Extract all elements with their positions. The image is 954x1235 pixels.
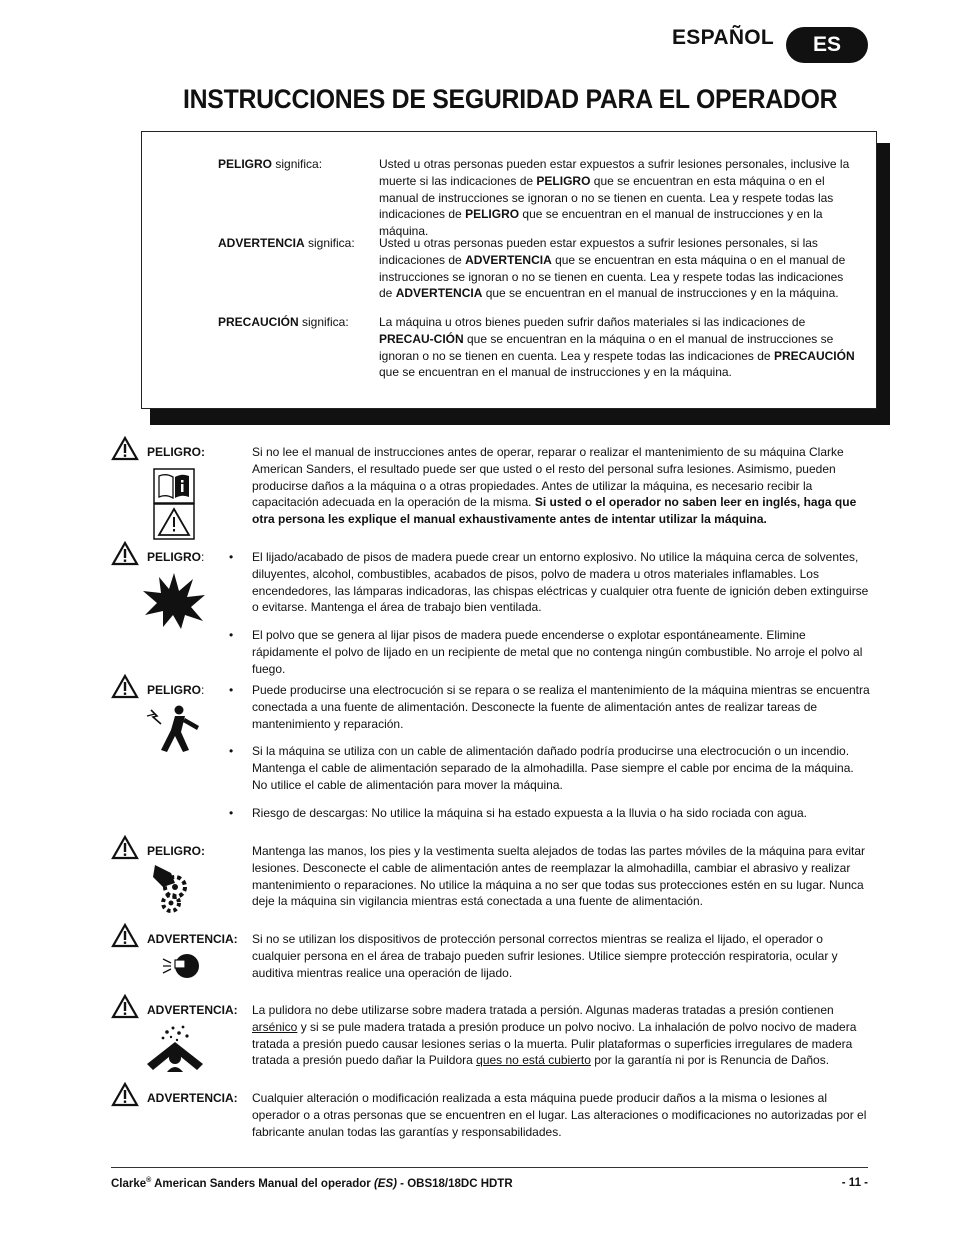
hazard-label: ADVERTENCIA: [147,1091,238,1105]
registered-mark: ® [146,1177,152,1184]
safety-section-protective-gear [111,931,871,981]
list-item: • Riesgo de descargas: No utilice la máquina si ha estado expuesta a la lluvia o ha sido rociada con agua. [229,805,808,820]
list-item: • Puede producirse una electrocución si se repara o se realiza el mantenimiento de la máquina mientras se encuentra conectada a una fuente de alimentación. Desconecte la fuente de alimentación antes de realizar tareas de mantenimiento y reparación. [229,683,870,731]
safety-section-explosion [111,549,871,689]
definition-suffix: significa: [304,236,355,250]
hazard-label: ADVERTENCIA: [147,932,238,946]
footer-manual-title: American Sanders Manual del operador [151,1177,374,1190]
footer-brand: Clarke [111,1177,147,1190]
safety-section-electrocution [111,682,871,833]
warning-triangle-icon [111,994,139,1020]
definition-text: La máquina u otros bienes pueden sufrir daños materiales si las indicaciones de PRECAU-CIÓN que se encuentran en la máquina o en el manual de instrucciones se ignoran o no se tienen en cuenta. Lea y respete todas las indicaciones de PRECAUCIÓN que se encuentran en el manual de instrucciones y en la máquina. [379,315,855,380]
footer-language-code: (ES) [373,1177,397,1190]
warning-triangle-icon [111,835,139,861]
language-badge: ES [786,27,868,63]
warning-triangle-icon [111,674,139,700]
section-text: Si no se utilizan los dispositivos de protección personal correctos mientras se realiza el lijado, el operador o cualquier persona en el área de trabajo pueden sufrir lesiones. Utilice siempre protección respiratoria, ocular y auditiva mientras realice una operación de lijado. [252,932,838,980]
definition-term: PRECAUCIÓN [218,315,299,329]
definitions-box [141,131,877,409]
definition-suffix: significa: [272,157,323,171]
warning-triangle-icon [111,436,139,462]
page-title: INSTRUCCIONES DE SEGURIDAD PARA EL OPERADOR [183,84,838,114]
moving-parts-icon [151,863,197,913]
definition-text: Usted u otras personas pueden estar expuestos a sufrir lesiones personales, inclusive la muerte si las indicaciones de PELIGRO que se encuentran en esta máquina o en el manual de instrucciones se ignoran o no se tienen en cuenta. Lea y respete todas las indicaciones de PELIGRO que se encuentran en el manual de instrucciones y en la máquina. [379,157,850,239]
warning-triangle-icon [111,541,139,567]
hazard-label: PELIGRO: [147,683,205,697]
definition-term: PELIGRO [218,157,273,171]
definition-peligro [218,156,858,240]
list-item: • Si la máquina se utiliza con un cable de alimentación dañado podría producirse una electrocución o un incendio. Mantenga el cable de alimentación separado de la almohadilla. Pase siempre el cable por encima de la máquina. No utilice el cable de alimentación para mover la máquina. [229,744,854,792]
hazard-label: PELIGRO: [147,445,206,459]
section-text: Cualquier alteración o modificación realizada a esta máquina puede producir daños a la misma o lesiones al operador o a otras personas que se encuentren en el lugar. Las alteraciones o modificaciones no autorizadas por el fabricante anulan todas las garantías y responsabilidades. [252,1091,867,1139]
read-manual-icon [153,468,195,540]
definition-term: ADVERTENCIA [218,236,305,250]
section-text: La pulidora no debe utilizarse sobre madera tratada a persión. Algunas maderas tratadas a presión contienen arsénico y si se pule madera tratada a presión produce un polvo nocivo. La inhalación de polvo nocivo de madera tratada a presión puedo causar lesiones serias o la muerta. Pulir plataformas o superficies irregulares de madera tratada a presión puedo dañar la Puildora ques no está cubierto por la garantía ni por is Renuncia de Daños. [252,1003,857,1068]
definition-text: Usted u otras personas pueden estar expuestos a sufrir lesiones personales, si las indicaciones de ADVERTENCIA que se encuentran en esta máquina o en el manual de instrucciones se ignoran o no se tienen en cuenta. Lea y respete todas las indicaciones de ADVERTENCIA que se encuentran en el manual de instrucciones y en la máquina. [379,236,846,301]
list-item: • El lijado/acabado de pisos de madera puede crear un entorno explosivo. No utilice la máquina cerca de solventes, diluyentes, alcohol, combustibles, acabados de pisos, polvo de madera u otros materiales inflamables. Los encendedores, las lámparas indicadoras, las chispas eléctricas y cualquier otra fuente de ignición deben extinguirse o evitarse. Mantenga el área de trabajo bien ventilada. [229,550,869,615]
page-footer [111,1177,868,1190]
safety-section-treated-wood [111,1002,871,1069]
electrocution-icon [145,704,205,756]
section-bullets [229,682,871,822]
hazard-label: PELIGRO: [147,550,205,564]
section-bullets [229,549,871,678]
section-text: Si no lee el manual de instrucciones antes de operar, reparar o realizar el mantenimiento de su máquina Clarke American Sanders, el resultado puede ser que usted o el resto del personal sufra lesiones. Asimismo, pueden producirse daños a la máquina o a otras propiedades. Antes de utilizar la máquina, es necesario recibir la capacitación adecuada en la operación de la misma. Si usted o el operador no saben leer en inglés, haga que otra persona les explique el manual exhaustivamente antes de intentar utilizar la máquina. [252,445,857,527]
protective-gear-icon [161,951,201,981]
safety-section-moving-parts [111,843,871,910]
section-text: Mantenga las manos, los pies y la vestimenta suelta alejados de todas las partes móviles de la máquina para evitar lesiones. Desconecte el cable de alimentación antes de reemplazar la almohadilla, cambiar el abrasivo y realizar mantenimiento o reparaciones. No utilice la máquina a no ser que todas sus protecciones estén en su lugar. Nunca deje la máquina sin vigilancia mientras está conectada a una fuente de alimentación. [252,844,866,909]
footer-model: - OBS18/18DC HDTR [396,1177,513,1190]
warning-triangle-icon [111,923,139,949]
hazard-label: ADVERTENCIA: [147,1003,238,1017]
safety-section-modifications [111,1090,871,1140]
definition-suffix: significa: [298,315,349,329]
definition-precaucion [218,314,858,381]
list-item: • El polvo que se genera al lijar pisos de madera puede encenderse o explotar espontáneamente. Elimine rápidamente el polvo de lijado en un recipiente de metal que no contenga ningún combustible. No arroje el polvo al fuego. [229,628,863,676]
safety-section-manual [111,444,871,528]
footer-divider [111,1167,868,1168]
toxic-dust-icon [145,1024,205,1074]
language-label: ESPAÑOL [672,26,775,49]
warning-triangle-icon [111,1082,139,1108]
definition-advertencia [218,235,858,302]
hazard-label: PELIGRO: [147,844,206,858]
explosion-icon [141,571,207,629]
page-number: - 11 - [841,1177,868,1189]
